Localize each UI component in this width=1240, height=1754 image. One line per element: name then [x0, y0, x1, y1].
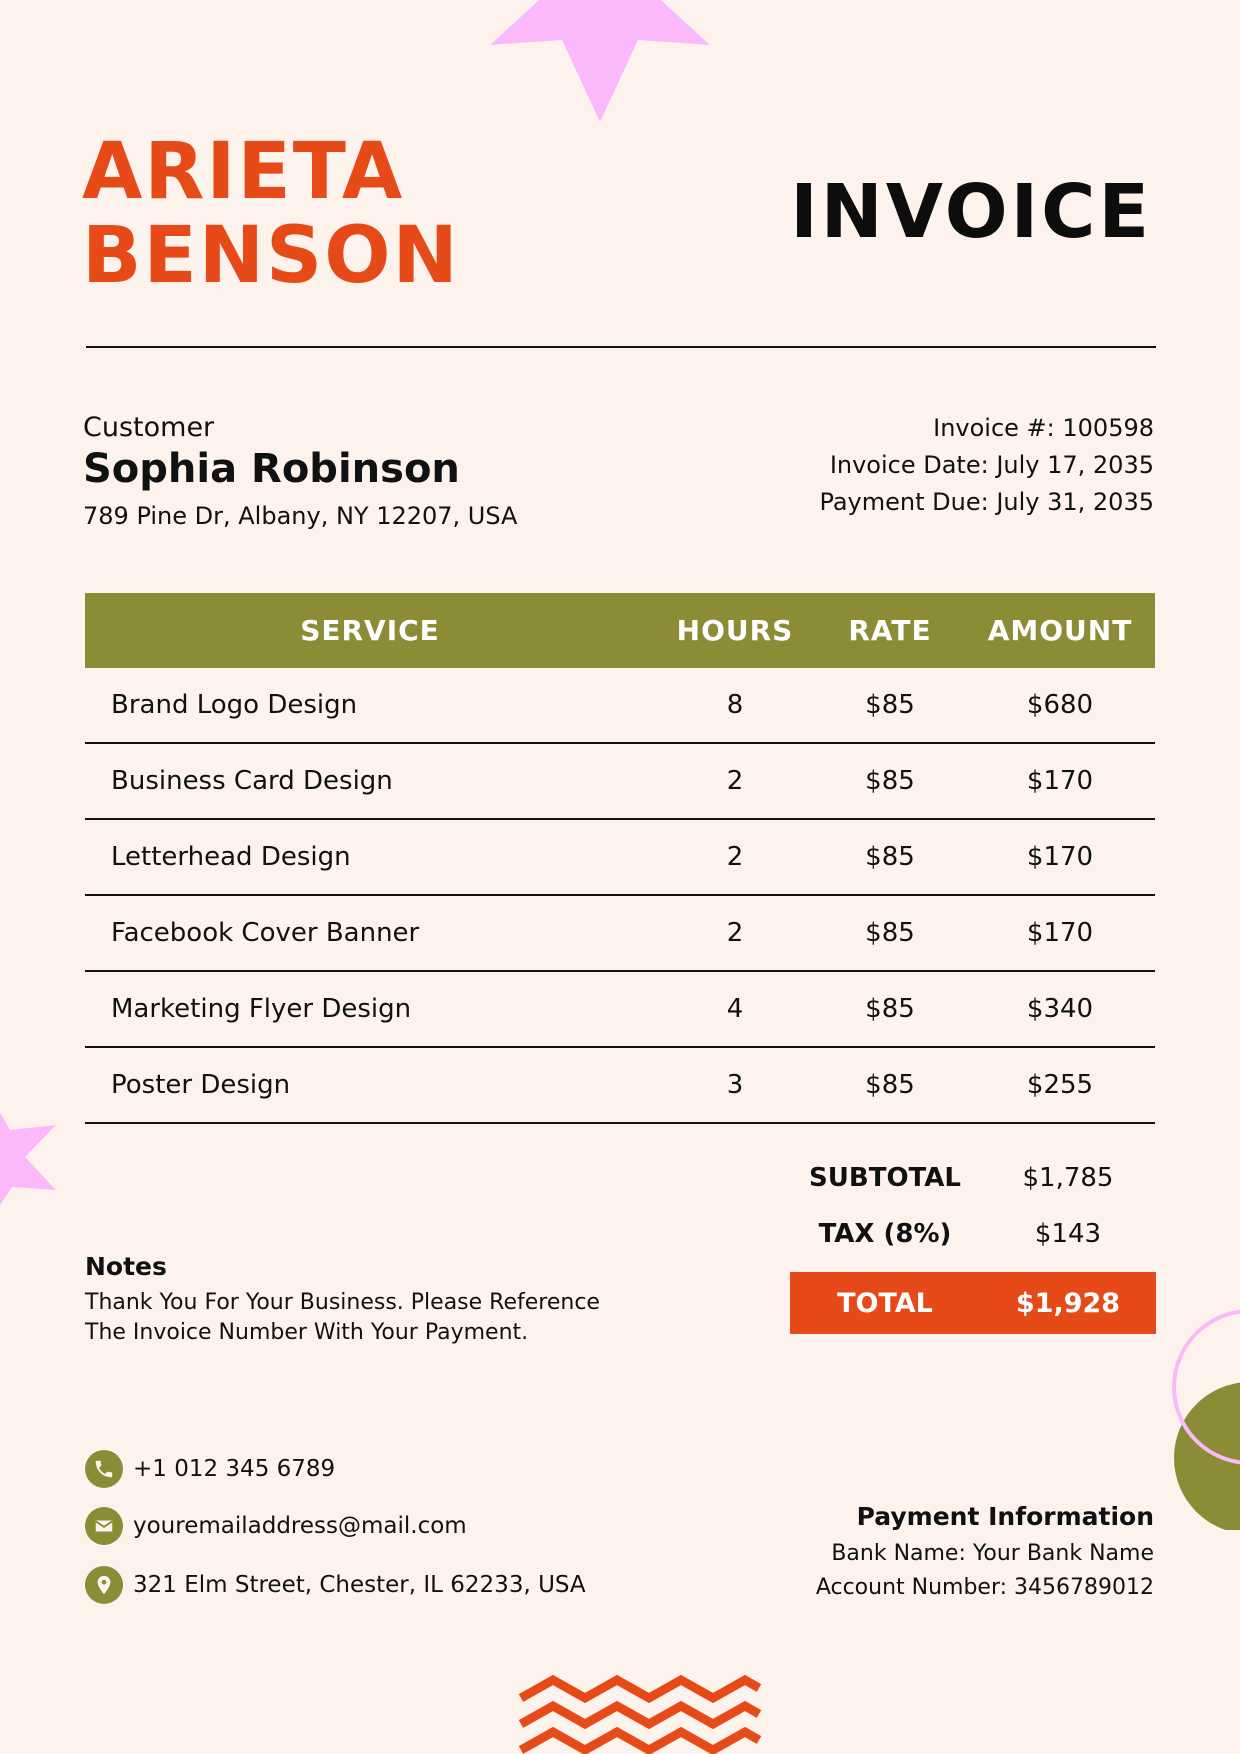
customer-name: Sophia Robinson	[83, 446, 460, 492]
payment-due: Payment Due: July 31, 2035	[819, 488, 1154, 516]
olive-circle-decoration	[1150, 1300, 1240, 1530]
row-rate: $85	[865, 766, 915, 796]
subtotal-value: $1,785	[1022, 1163, 1114, 1193]
tax-row	[790, 1214, 1156, 1254]
header-hours: HOURS	[676, 614, 794, 647]
payment-title: Payment Information	[856, 1502, 1154, 1531]
row-hours: 2	[726, 918, 744, 948]
phone-icon	[85, 1450, 123, 1488]
total-value: $1,928	[1015, 1287, 1121, 1319]
row-rate: $85	[865, 1070, 915, 1100]
pink-starburst-left	[0, 1095, 70, 1225]
contact-address	[85, 1566, 586, 1604]
table-header	[85, 593, 1155, 668]
row-rate: $85	[865, 690, 915, 720]
invoice-number: Invoice #: 100598	[933, 414, 1154, 442]
subtotal-label: SUBTOTAL	[809, 1163, 961, 1193]
table-row	[85, 744, 1155, 820]
header-amount: AMOUNT	[987, 614, 1133, 647]
email-text: youremailaddress@mail.com	[133, 1513, 467, 1539]
customer-address: 789 Pine Dr, Albany, NY 12207, USA	[83, 502, 518, 530]
customer-label: Customer	[83, 412, 215, 443]
phone-text: +1 012 345 6789	[133, 1456, 336, 1482]
contact-email	[85, 1507, 467, 1545]
row-service: Brand Logo Design	[111, 690, 358, 720]
row-hours: 4	[726, 994, 744, 1024]
table-row	[85, 668, 1155, 744]
row-amount: $255	[1026, 1070, 1094, 1100]
row-hours: 8	[726, 690, 744, 720]
row-amount: $170	[1026, 918, 1094, 948]
header-divider	[86, 346, 1156, 348]
row-rate: $85	[865, 918, 915, 948]
row-rate: $85	[865, 994, 915, 1024]
notes-title: Notes	[85, 1252, 167, 1281]
table-row	[85, 896, 1155, 972]
header-rate: RATE	[848, 614, 932, 647]
row-amount: $170	[1026, 842, 1094, 872]
envelope-icon	[85, 1507, 123, 1545]
brand-line-1: ARIETA	[82, 127, 405, 217]
row-service: Facebook Cover Banner	[111, 918, 420, 948]
table-row	[85, 1048, 1155, 1124]
header-service: SERVICE	[300, 614, 440, 647]
row-hours: 2	[726, 766, 744, 796]
contact-phone	[85, 1450, 335, 1488]
row-hours: 2	[726, 842, 744, 872]
notes-body: Thank You For Your Business. Please Reference The Invoice Number With Your Payment.	[85, 1290, 600, 1345]
orange-zigzag-decoration	[515, 1670, 765, 1754]
row-hours: 3	[726, 1070, 744, 1100]
tax-value: $143	[1034, 1219, 1102, 1249]
address-text: 321 Elm Street, Chester, IL 62233, USA	[133, 1572, 586, 1598]
services-table	[85, 593, 1155, 1124]
total-label: TOTAL	[837, 1287, 933, 1319]
invoice-date: Invoice Date: July 17, 2035	[829, 451, 1154, 479]
row-amount: $680	[1026, 690, 1094, 720]
location-pin-icon	[85, 1566, 123, 1604]
row-service: Letterhead Design	[111, 842, 351, 872]
brand-line-2: BENSON	[82, 211, 460, 301]
table-row	[85, 972, 1155, 1048]
table-row	[85, 820, 1155, 896]
account-number: Account Number: 3456789012	[815, 1575, 1154, 1600]
row-service: Business Card Design	[111, 766, 393, 796]
invoice-title: INVOICE	[790, 169, 1152, 255]
brand-name	[82, 127, 460, 301]
row-amount: $340	[1026, 994, 1094, 1024]
row-amount: $170	[1026, 766, 1094, 796]
invoice-meta	[819, 410, 1154, 521]
row-rate: $85	[865, 842, 915, 872]
pink-starburst-top	[480, 0, 720, 130]
total-row	[790, 1272, 1156, 1334]
tax-label: TAX (8%)	[818, 1219, 952, 1249]
row-service: Marketing Flyer Design	[111, 994, 412, 1024]
subtotal-row	[790, 1158, 1156, 1198]
row-service: Poster Design	[111, 1070, 291, 1100]
payment-information	[816, 1502, 1154, 1605]
bank-name: Bank Name: Your Bank Name	[831, 1541, 1154, 1566]
